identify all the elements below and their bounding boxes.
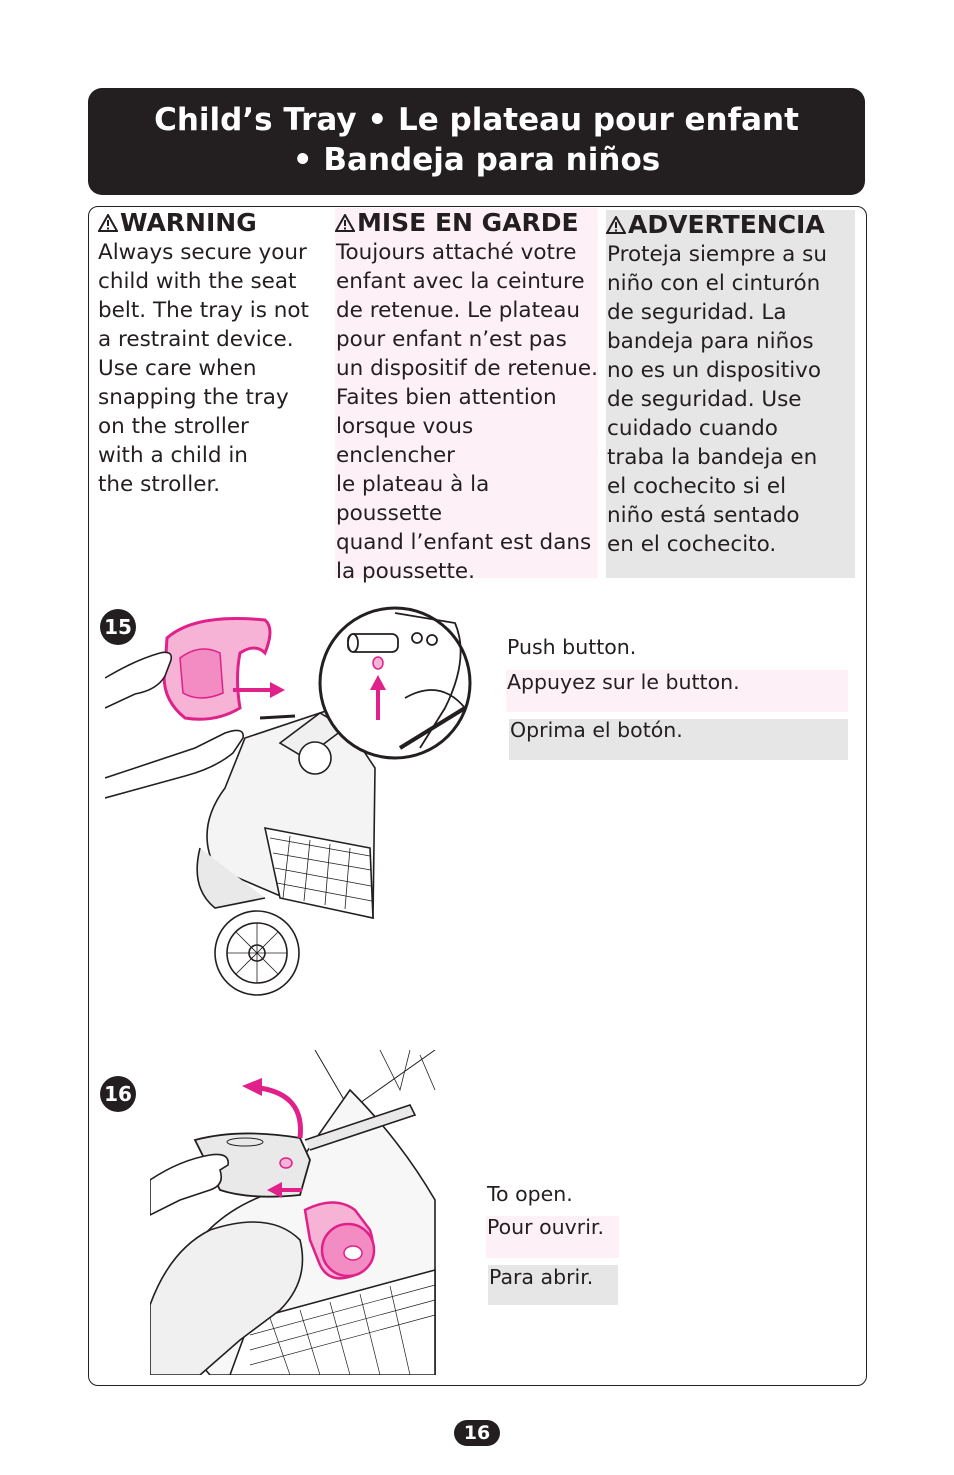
warning-fr-line: la poussette. xyxy=(336,559,475,584)
warning-es-line: de seguridad. La xyxy=(607,300,787,325)
warning-triangle-icon xyxy=(606,216,626,234)
warning-fr-heading: MISE EN GARDE xyxy=(357,208,579,237)
warning-en-line: the stroller. xyxy=(98,472,221,497)
warning-fr-line: lorsque vous enclencher xyxy=(336,414,474,468)
warning-fr-line: quand l’enfant est dans xyxy=(336,530,592,555)
warning-fr-line: Toujours attaché votre xyxy=(336,240,577,265)
step-16-label-fr: Pour ouvrir. xyxy=(487,1215,604,1239)
step-15-label-en: Push button. xyxy=(507,635,637,659)
warning-fr-line: enfant avec la ceinture xyxy=(336,269,585,294)
warning-en-line: Always secure your xyxy=(98,240,307,265)
warning-en-line: Use care when xyxy=(98,356,257,381)
warning-es-line: Proteja siempre a su xyxy=(607,242,828,267)
warning-en-heading: WARNING xyxy=(120,208,257,237)
warning-es-line: el cochecito si el xyxy=(607,474,787,499)
step-15-illustration xyxy=(105,598,500,998)
warning-fr xyxy=(335,208,598,584)
step-15-number: 15 xyxy=(100,609,136,645)
push-arrow-icon xyxy=(233,682,285,698)
warning-es-line: bandeja para niños xyxy=(607,329,814,354)
warning-en-line: child with the seat xyxy=(98,269,297,294)
step-15-label-es: Oprima el botón. xyxy=(510,718,683,742)
warning-fr-line: un dispositif de retenue. xyxy=(336,356,598,381)
page-number: 16 xyxy=(454,1420,500,1446)
warning-es-body xyxy=(606,240,855,559)
warning-es-line: cuidado cuando xyxy=(607,416,778,441)
warning-es-line: niño está sentado xyxy=(607,503,800,528)
warning-en-line: on the stroller xyxy=(98,414,249,439)
warning-en xyxy=(98,208,323,499)
step-16-label-es: Para abrir. xyxy=(489,1265,594,1289)
warning-es-line: no es un dispositivo xyxy=(607,358,822,383)
warning-fr-line: pour enfant n’est pas xyxy=(336,327,567,352)
warning-en-line: with a child in xyxy=(98,443,248,468)
page-header xyxy=(88,88,865,195)
step-16-label-en: To open. xyxy=(487,1182,573,1206)
warning-es-line: de seguridad. Use xyxy=(607,387,802,412)
warning-triangle-icon xyxy=(98,214,118,232)
header-title-line2: • Bandeja para niños xyxy=(292,142,661,178)
warning-es-heading: ADVERTENCIA xyxy=(628,210,825,239)
warning-fr-body xyxy=(335,238,598,586)
warning-es-line: traba la bandeja en xyxy=(607,445,818,470)
step-15-label-fr: Appuyez sur le button. xyxy=(507,670,740,694)
header-title-line1: Child’s Tray • Le plateau pour enfant xyxy=(154,102,799,138)
step-16-illustration xyxy=(150,1050,440,1375)
warning-en-body xyxy=(98,238,323,499)
open-arrow-icon xyxy=(242,1078,301,1138)
warning-fr-line: le plateau à la poussette xyxy=(336,472,490,526)
warning-triangle-icon xyxy=(335,214,355,232)
warning-en-line: a restraint device. xyxy=(98,327,294,352)
warning-es xyxy=(606,210,855,578)
warning-en-line: snapping the tray xyxy=(98,385,289,410)
step-16-number: 16 xyxy=(100,1076,136,1112)
warning-fr-line: Faites bien attention xyxy=(336,385,557,410)
warning-fr-line: de retenue. Le plateau xyxy=(336,298,581,323)
warning-en-line: belt. The tray is not xyxy=(98,298,309,323)
warning-es-line: en el cochecito. xyxy=(607,532,777,557)
warning-es-line: niño con el cinturón xyxy=(607,271,821,296)
